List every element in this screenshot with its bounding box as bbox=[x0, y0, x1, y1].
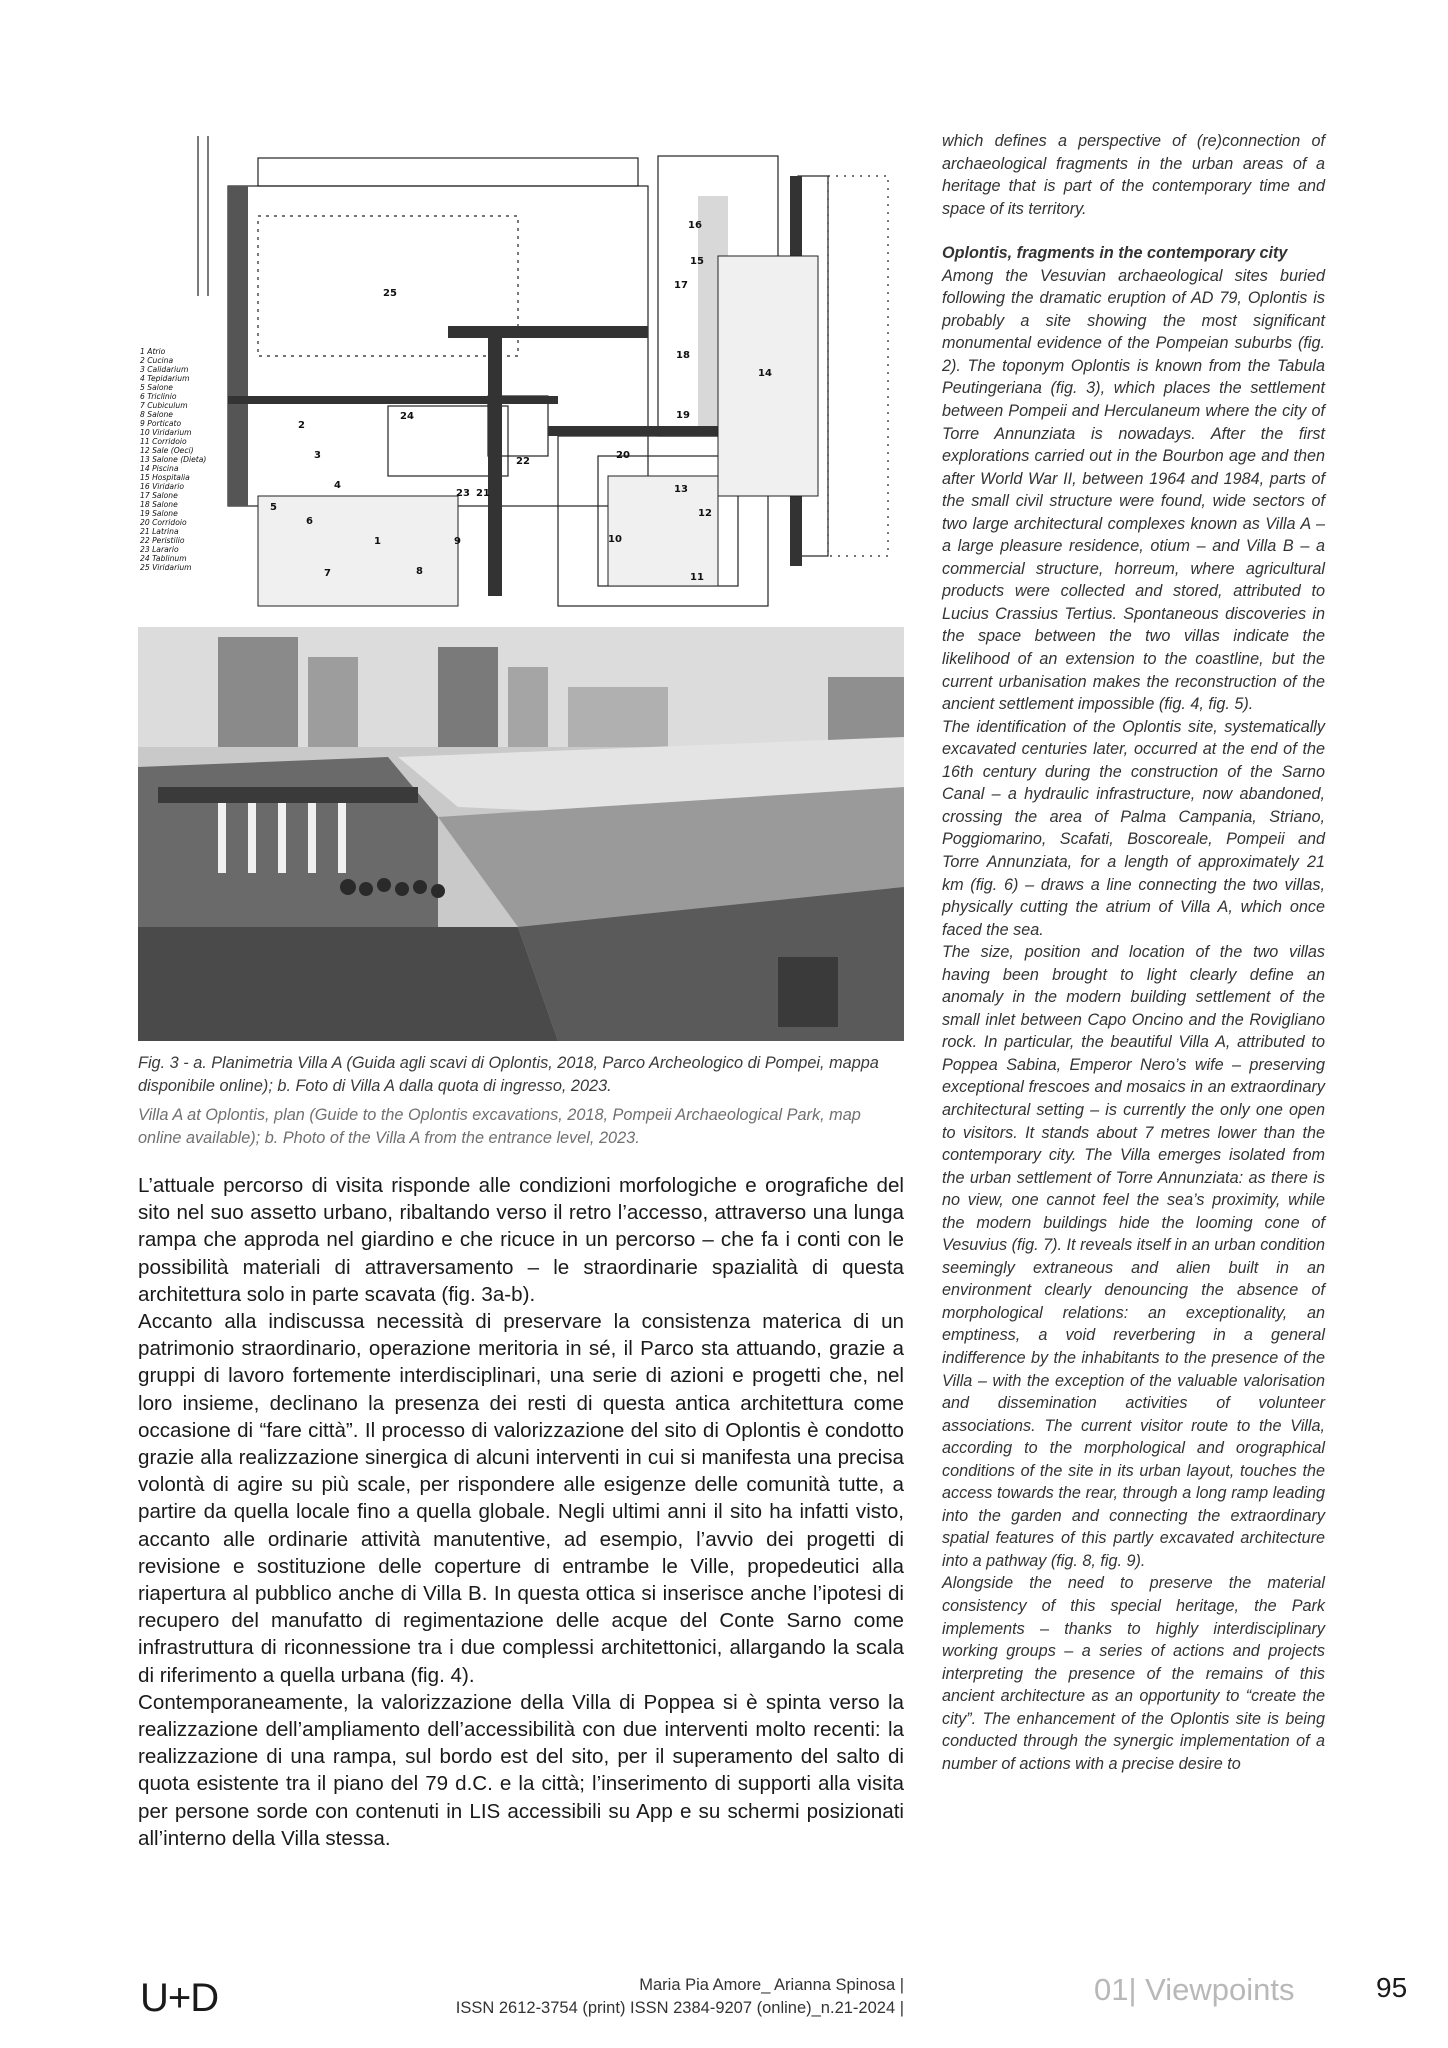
legend-item: 2 Cucina bbox=[140, 356, 174, 365]
room-number: 18 bbox=[676, 350, 690, 361]
paragraph: L’attuale percorso di visita risponde alle condizioni morfologiche e orografiche del sito nel suo assetto urbano, ribaltando verso il retro l’accesso, attraverso una lunga rampa che approda nel giardino e che ricuce in un percorso – che fa i conti con le possibilità materiali di attraversamento – le straordinarie spazialità di questa architettura solo in parte scavata (fig. 3a-b). bbox=[138, 1174, 904, 1306]
legend-item: 16 Viridario bbox=[140, 482, 184, 491]
legend-item: 5 Salone bbox=[140, 383, 173, 392]
room-number: 22 bbox=[516, 456, 530, 467]
section-label: 01| Viewpoints bbox=[1094, 1972, 1295, 2007]
room-number: 24 bbox=[400, 411, 414, 422]
body-text-italian bbox=[138, 1172, 904, 1852]
legend-item: 21 Latrina bbox=[140, 527, 179, 536]
legend-item: 9 Porticato bbox=[140, 419, 182, 428]
room-number: 21 bbox=[476, 488, 490, 499]
paragraph: Alongside the need to preserve the material consistency of this special heritage, the Park implements – thanks to highly interdisciplinary working groups – a series of actions and projects interpreting the presence of the remains of this ancient architecture as an opportunity to “create the city”. The enhancement of the Oplontis site is being conducted through the synergic implementation of a number of actions with a precise desire to bbox=[942, 1574, 1325, 1773]
room-number: 13 bbox=[674, 484, 688, 495]
paragraph: Contemporaneamente, la valorizzazione della Villa di Poppea si è spinta verso la realizzazione dell’ampliamento dell’accessibilità con due interventi molto recenti: la realizzazione di una rampa, sul bordo est del sito, per il superamento del salto di quota esistente tra il piano del 79 d.C. e la città; l’inserimento di supporti alla visita per persone sorde con contenuti in LIS accessibili su App e su schermi posizionati all’interno della Villa stessa. bbox=[138, 1690, 904, 1850]
legend-item: 10 Viridarium bbox=[140, 428, 192, 437]
figure-caption-italian: Fig. 3 - a. Planimetria Villa A (Guida agli scavi di Oplontis, 2018, Parco Archeologico di Pompei, mappa disponibile online); b. Foto di Villa A dalla quota di ingresso, 2023. bbox=[138, 1054, 879, 1095]
room-number: 12 bbox=[698, 508, 712, 519]
legend-item: 6 Triclinio bbox=[140, 392, 177, 401]
room-number: 10 bbox=[608, 534, 622, 545]
section-heading: Oplontis, fragments in the contemporary city bbox=[942, 244, 1288, 263]
room-number: 6 bbox=[306, 516, 313, 527]
paragraph: The size, position and location of the two villas having been brought to light clearly define an anomaly in the modern building settlement of the small inlet between Capo Oncino and the Rovigliano rock. In particular, the beautiful Villa A, attributed to Poppea Sabina, Emperor Nero’s wife – preserving exceptional frescoes and mosaics in an extraordinary architectural setting – is currently the only one open to visitors. It stands about 7 metres lower than the contemporary city. The Villa emerges isolated from the urban settlement of Torre Annunziata: as there is no view, one cannot feel the sea’s proximity, while the modern buildings hide the looming cone of Vesuvius (fig. 7). It reveals itself in an urban condition seemingly extraneous and alien built in an environment clearly denouncing the absence of morphological relations: an exceptionality, an emptiness, a void reverbering in a general indifference by the inhabitants to the presence of the Villa – with the exception of the valuable valorisation and dissemination activities of volunteer associations. The current visitor route to the Villa, according to the morphological and orographical conditions of the site in its urban layout, touches the access towards the rear, through a long ramp leading into the garden and connecting the extraordinary spatial features of this partly excavated architecture into a pathway (fig. 8, fig. 9). bbox=[942, 943, 1325, 1570]
legend-item: 11 Corridoio bbox=[140, 437, 187, 446]
journal-logo: U+D bbox=[140, 1976, 219, 2020]
paragraph: Accanto alla indiscussa necessità di preservare la consistenza materica di un patrimonio straordinario, operazione meritoria in sé, il Parco sta attuando, grazie a gruppi di lavoro fortemente interdisciplinari, una serie di azioni e progetti che, nel loro insieme, declinano la presenza dei resti di questa antica architettura come occasione di “fare città”. Il processo di valorizzazione del sito di Oplontis è condotto grazie alla realizzazione sinergica di alcuni interventi in cui si manifesta una precisa volontà di agire su più scale, per rispondere alle esigenze delle comunità tutte, a partire da quella locale fino a quella globale. Negli ultimi anni il sito ha infatti visto, accanto alle ordinarie attività manutentive, ad esempio, l’avvio dei progetti di revisione e sostituzione delle coperture di entrambe le Ville, propedeutici alla riapertura al pubblico anche di Villa B. In questa ottica si inserisce anche l’ipotesi di recupero del manufatto di regimentazione delle acque del Conte Sarno come infrastruttura di riconnessione tra i due complessi architettonici, allargando la scala di riferimento a quella urbana (fig. 4). bbox=[138, 1310, 904, 1687]
legend-item: 4 Tepidarium bbox=[140, 374, 190, 383]
room-number: 8 bbox=[416, 566, 423, 577]
legend-item: 17 Salone bbox=[140, 491, 178, 500]
room-number: 9 bbox=[454, 536, 461, 547]
room-number: 16 bbox=[688, 220, 702, 231]
room-number: 20 bbox=[616, 450, 630, 461]
room-number: 5 bbox=[270, 502, 277, 513]
legend-item: 19 Salone bbox=[140, 509, 178, 518]
legend-item: 22 Peristilio bbox=[140, 536, 185, 545]
room-number: 19 bbox=[676, 410, 690, 421]
room-number: 15 bbox=[690, 256, 704, 267]
legend-item: 14 Piscina bbox=[140, 464, 179, 473]
villa-a-plan bbox=[138, 136, 904, 624]
legend-item: 24 Tablinum bbox=[140, 554, 187, 563]
room-number: 17 bbox=[674, 280, 688, 291]
page-number: 95 bbox=[1376, 1972, 1408, 2003]
room-number: 25 bbox=[383, 288, 397, 299]
legend-item: 8 Salone bbox=[140, 410, 173, 419]
legend-item: 13 Salone (Dieta) bbox=[140, 455, 207, 464]
legend-item: 12 Sale (Oeci) bbox=[140, 446, 194, 455]
room-number: 11 bbox=[690, 572, 704, 583]
legend-item: 3 Calidarium bbox=[140, 365, 189, 374]
body-text-english bbox=[942, 130, 1325, 1775]
room-number: 23 bbox=[456, 488, 470, 499]
footer-credits bbox=[456, 1974, 904, 2020]
figure-caption-english: Villa A at Oplontis, plan (Guide to the Oplontis excavations, 2018, Pompeii Archaeological Park, map online available); b. Photo of the Villa A from the entrance level, 2023. bbox=[138, 1106, 861, 1147]
paragraph: The identification of the Oplontis site, systematically excavated centuries later, occurred at the end of the 16th century during the construction of the Sarno Canal – a hydraulic infrastructure, now abandoned, crossing the area of Palma Campania, Striano, Poggiomarino, Scafati, Boscoreale, Pompeii and Torre Annunziata, for a length of approximately 21 km (fig. 6) – draws a line connecting the two villas, physically cutting the atrium of Villa A, which once faced the sea. bbox=[942, 717, 1325, 939]
legend-item: 20 Corridoio bbox=[140, 518, 187, 527]
legend-item: 23 Larario bbox=[140, 545, 179, 554]
legend-item: 15 Hospitalia bbox=[140, 473, 190, 482]
room-number: 14 bbox=[758, 368, 772, 379]
legend-item: 7 Cubiculum bbox=[140, 401, 188, 410]
legend-item: 25 Viridarium bbox=[140, 563, 192, 572]
room-number: 2 bbox=[298, 420, 305, 431]
paragraph: Among the Vesuvian archaeological sites buried following the dramatic eruption of AD 79, Oplontis is probably a site showing the most significant monumental evidence of the Pompeian suburbs (fig. 2). The toponym Oplontis is known from the Tabula Peutingeriana (fig. 3), which places the settlement between Pompeii and Herculaneum where the city of Torre Annunziata is nowadays. After the first explorations carried out in the Bourbon age and then after World War II, between 1964 and 1984, parts of the small civil structure were found, wide sectors of two large architectural complexes known as Villa A – a large pleasure residence, otium – and Villa B – a commercial structure, horreum, where agricultural products were collected and stored, attributed to Lucius Crassius Tertius. Spontaneous discoveries in the space between the two villas indicate the likelihood of an extension to the coastline, but the current urbanisation makes the reconstruction of the ancient settlement impossible (fig. 4, fig. 5). bbox=[942, 266, 1325, 714]
room-number: 4 bbox=[334, 480, 341, 491]
room-number: 1 bbox=[374, 536, 381, 547]
intro-paragraph: which defines a perspective of (re)connection of archaeological fragments in the urban areas of a heritage that is part of the contemporary time and space of its territory. bbox=[942, 132, 1325, 218]
footer-authors: Maria Pia Amore_ Arianna Spinosa | bbox=[639, 1976, 904, 1994]
legend-item: 1 Atrio bbox=[140, 347, 166, 356]
room-number: 3 bbox=[314, 450, 321, 461]
footer-issn: ISSN 2612-3754 (print) ISSN 2384-9207 (online)_n.21-2024 | bbox=[455, 1999, 904, 2017]
legend-item: 18 Salone bbox=[140, 500, 178, 509]
villa-a-photo bbox=[138, 627, 904, 1041]
room-number: 7 bbox=[324, 568, 331, 579]
